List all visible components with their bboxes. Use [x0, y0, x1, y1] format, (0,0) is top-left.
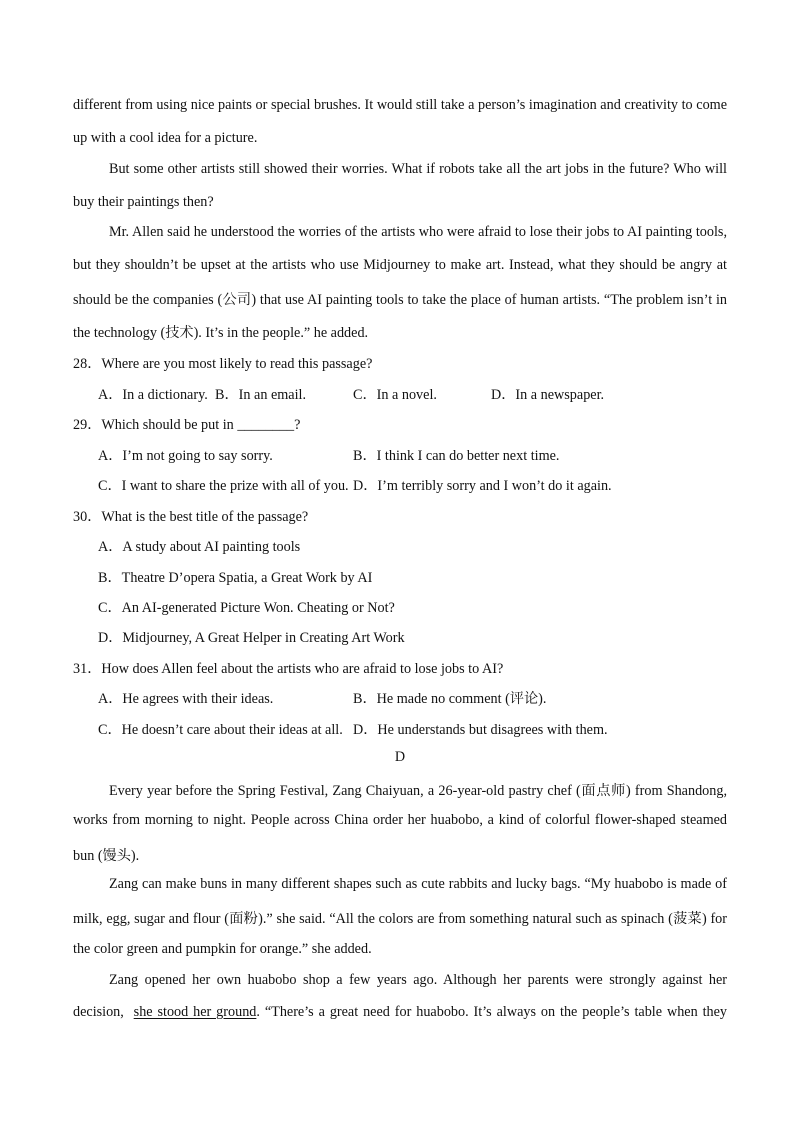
q29-option-a[interactable]: A．I’m not going to say sorry. [98, 448, 273, 464]
q30-option-c[interactable]: C．An AI-generated Picture Won. Cheating or Not? [98, 600, 395, 616]
q29-option-d[interactable]: D．I’m terribly sorry and I won’t do it again. [353, 478, 612, 494]
q30-option-a[interactable]: A．A study about AI painting tools [98, 539, 301, 555]
paragraph-line: But some other artists still showed their worries. What if robots take all the art jobs in the future? Who will [109, 161, 727, 177]
paragraph-line: up with a cool idea for a picture. [73, 130, 258, 146]
q31-option-b[interactable]: B．He made no comment (评论). [353, 691, 547, 707]
q29-option-c[interactable]: C．I want to share the prize with all of you. [98, 478, 349, 494]
paragraph-line: Mr. Allen said he understood the worries of the artists who were afraid to lose their jobs to AI painting tools, [109, 224, 727, 240]
text-segment: decision, [73, 1004, 124, 1020]
paragraph-line: should be the companies (公司) that use AI painting tools to take the place of human artists. “The problem isn’t in [73, 292, 727, 308]
paragraph-line: the color green and pumpkin for orange.” she added. [73, 941, 372, 957]
q28-option-c[interactable]: C．In a novel. [353, 387, 437, 403]
question-31-stem: 31．How does Allen feel about the artists who are afraid to lose jobs to AI? [73, 661, 504, 677]
question-28-stem: 28．Where are you most likely to read this passage? [73, 356, 373, 372]
paragraph-line: buy their paintings then? [73, 194, 214, 210]
passage-label-d: D [394, 749, 406, 765]
paragraph-line: Every year before the Spring Festival, Zang Chaiyuan, a 26-year-old pastry chef (面点师) from Shandong, [109, 783, 727, 799]
underlined-phrase: she stood her ground [133, 1004, 257, 1020]
question-29-stem: 29．Which should be put in ________? [73, 417, 301, 433]
q31-option-d[interactable]: D．He understands but disagrees with them. [353, 722, 608, 738]
q31-option-c[interactable]: C．He doesn’t care about their ideas at all. [98, 722, 343, 738]
q28-option-b[interactable]: B．In an email. [215, 387, 307, 403]
paragraph-line: the technology (技术). It’s in the people.” he added. [73, 325, 369, 341]
paragraph-line: different from using nice paints or special brushes. It would still take a person’s imagination and creativity to come [73, 97, 727, 113]
q29-option-b[interactable]: B．I think I can do better next time. [353, 448, 560, 464]
paragraph-line [73, 1004, 727, 1021]
paragraph-line: works from morning to night. People across China order her huabobo, a kind of colorful flower-shaped steamed [73, 812, 727, 828]
text-segment: . “There’s a great need for huabobo. It’s always on the people’s table when they [256, 1004, 728, 1020]
question-30-stem: 30．What is the best title of the passage? [73, 509, 309, 525]
q31-option-a[interactable]: A．He agrees with their ideas. [98, 691, 274, 707]
paragraph-line: but they shouldn’t be upset at the artists who use Midjourney to make art. Instead, what they should be angry at [73, 257, 727, 273]
paragraph-line: Zang can make buns in many different shapes such as cute rabbits and lucky bags. “My huabobo is made of [109, 876, 727, 892]
q28-option-a[interactable]: A．In a dictionary. [98, 387, 208, 403]
paragraph-line: Zang opened her own huabobo shop a few years ago. Although her parents were strongly against her [109, 972, 727, 988]
paragraph-line: milk, egg, sugar and flour (面粉).” she said. “All the colors are from something natural such as spinach (菠菜) for [73, 911, 727, 927]
q28-option-d[interactable]: D．In a newspaper. [491, 387, 605, 403]
q30-option-b[interactable]: B．Theatre D’opera Spatia, a Great Work by AI [98, 570, 373, 586]
q30-option-d[interactable]: D．Midjourney, A Great Helper in Creating Art Work [98, 630, 405, 646]
paragraph-line: bun (馒头). [73, 848, 140, 864]
